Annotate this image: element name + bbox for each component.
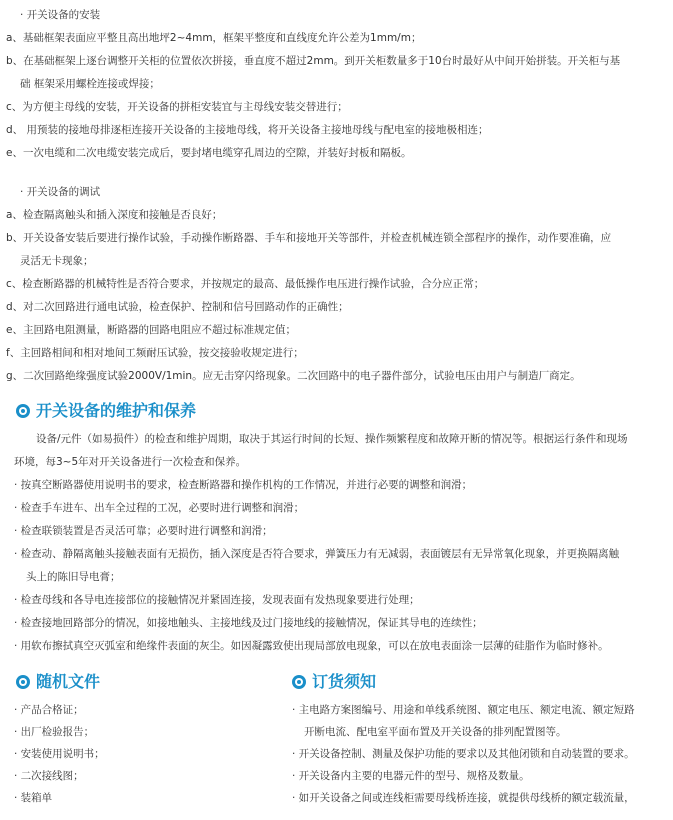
- order-item-1-cont: 开断电流、配电室平面布置及开关设备的排列配置图等。: [304, 726, 567, 738]
- debug-title: · 开关设备的调试: [20, 186, 101, 198]
- maintenance-item-1: · 按真空断路器使用说明书的要求，检查断路器和操作机构的工作情况，并进行必要的调整和润滑；: [14, 479, 473, 491]
- maintenance-heading-text: 开关设备的维护和保养: [36, 401, 197, 420]
- install-title: · 开关设备的安装: [20, 9, 101, 21]
- debug-item-f: f、主回路相间和相对地间工频耐压试验，按交接验收规定进行；: [6, 347, 304, 359]
- maintenance-intro-cont: 环境，每3~5年对开关设备进行一次检查和保养。: [14, 456, 247, 468]
- install-item-a: a、基础框架表面应平整且高出地坪2~4mm，框架平整度和直线度允许公差为1mm/m；: [6, 32, 422, 44]
- install-item-c: c、为方便主母线的安装，开关设备的拼柜安装宜与主母线安装交替进行；: [6, 101, 348, 113]
- install-item-b-cont: 础 框架采用螺栓连接或焊接；: [20, 78, 160, 90]
- maintenance-heading: [16, 401, 196, 421]
- debug-item-d: d、对二次回路进行通电试验，检查保护、控制和信号回路动作的正确性；: [6, 301, 349, 313]
- docs-item-1: · 产品合格证；: [14, 704, 84, 716]
- docs-item-3: · 安装使用说明书；: [14, 748, 105, 760]
- order-item-4: · 如开关设备之间或连线柜需要母线桥连接，就提供母线桥的额定载流量，: [292, 792, 635, 804]
- order-item-1: · 主电路方案图编号、用途和单线系统图、额定电压、额定电流、额定短路: [292, 704, 635, 716]
- docs-item-4: · 二次接线图；: [14, 770, 84, 782]
- docs-heading-text: 随机文件: [36, 672, 101, 691]
- install-item-b: b、在基础框架上逐台调整开关柜的位置依次拼接，垂直度不超过2mm。到开关柜数量多于10台时最好从中间开始拼装。开关柜与基: [6, 55, 621, 67]
- maintenance-item-4: · 检查动、静隔离触头接触表面有无损伤，插入深度是否符合要求，弹簧压力有无减弱，表面镀层有无异常氧化现象，并更换隔离触: [14, 548, 620, 560]
- target-icon: [16, 404, 30, 418]
- install-item-d: d、 用预装的接地母排逐柜连接开关设备的主接地母线，将开关设备主接地母线与配电室的接地极相连；: [6, 124, 489, 136]
- target-icon: [292, 675, 306, 689]
- order-item-2: · 开关设备控制、测量及保护功能的要求以及其他闭锁和自动装置的要求。: [292, 748, 635, 760]
- install-item-e: e、一次电缆和二次电缆安装完成后，要封堵电缆穿孔周边的空隙，并装好封板和隔板。: [6, 147, 412, 159]
- maintenance-intro: 设备/元件（如易损件）的检查和维护周期，取决于其运行时间的长短、操作频繁程度和故障开断的情况等。根据运行条件和现场: [36, 433, 628, 445]
- maintenance-item-3: · 检查联锁装置是否灵活可靠；必要时进行调整和润滑；: [14, 525, 273, 537]
- maintenance-item-4-cont: 头上的陈旧导电膏；: [26, 571, 121, 583]
- debug-item-g: g、二次回路绝缘强度试验2000V/1min。应无击穿闪络现象。二次回路中的电子器件部分，试验电压由用户与制造厂商定。: [6, 370, 581, 382]
- docs-heading: [16, 672, 100, 692]
- target-icon: [16, 675, 30, 689]
- order-item-3: · 开关设备内主要的电器元件的型号、规格及数量。: [292, 770, 530, 782]
- maintenance-item-7: · 用软布擦拭真空灭弧室和绝缘件表面的灰尘。如因凝露致使出现局部放电现象，可以在放电表面涂一层薄的硅脂作为临时修补。: [14, 640, 609, 652]
- debug-item-e: e、主回路电阻测量，断路器的回路电阻应不超过标准规定值；: [6, 324, 296, 336]
- maintenance-item-5: · 检查母线和各导电连接部位的接触情况并紧固连接，发现表面有发热现象要进行处理；: [14, 594, 420, 606]
- docs-item-5: · 装箱单: [14, 792, 53, 804]
- docs-item-2: · 出厂检验报告；: [14, 726, 95, 738]
- debug-item-b-cont: 灵活无卡现象；: [20, 255, 94, 267]
- debug-item-a: a、检查隔离触头和插入深度和接触是否良好；: [6, 209, 223, 221]
- maintenance-item-2: · 检查手车进车、出车全过程的工况，必要时进行调整和润滑；: [14, 502, 305, 514]
- order-heading: [292, 672, 376, 692]
- debug-item-c: c、检查断路器的机械特性是否符合要求，并按规定的最高、最低操作电压进行操作试验，合分应正常；: [6, 278, 485, 290]
- maintenance-item-6: · 检查接地回路部分的情况，如接地触头、主接地线及过门接地线的接触情况，保证其导电的连续性；: [14, 617, 483, 629]
- debug-item-b: b、开关设备安装后要进行操作试验，手动操作断路器、手车和接地开关等部件，并检查机械连锁全部程序的操作，动作要准确，应: [6, 232, 612, 244]
- order-heading-text: 订货须知: [312, 672, 377, 691]
